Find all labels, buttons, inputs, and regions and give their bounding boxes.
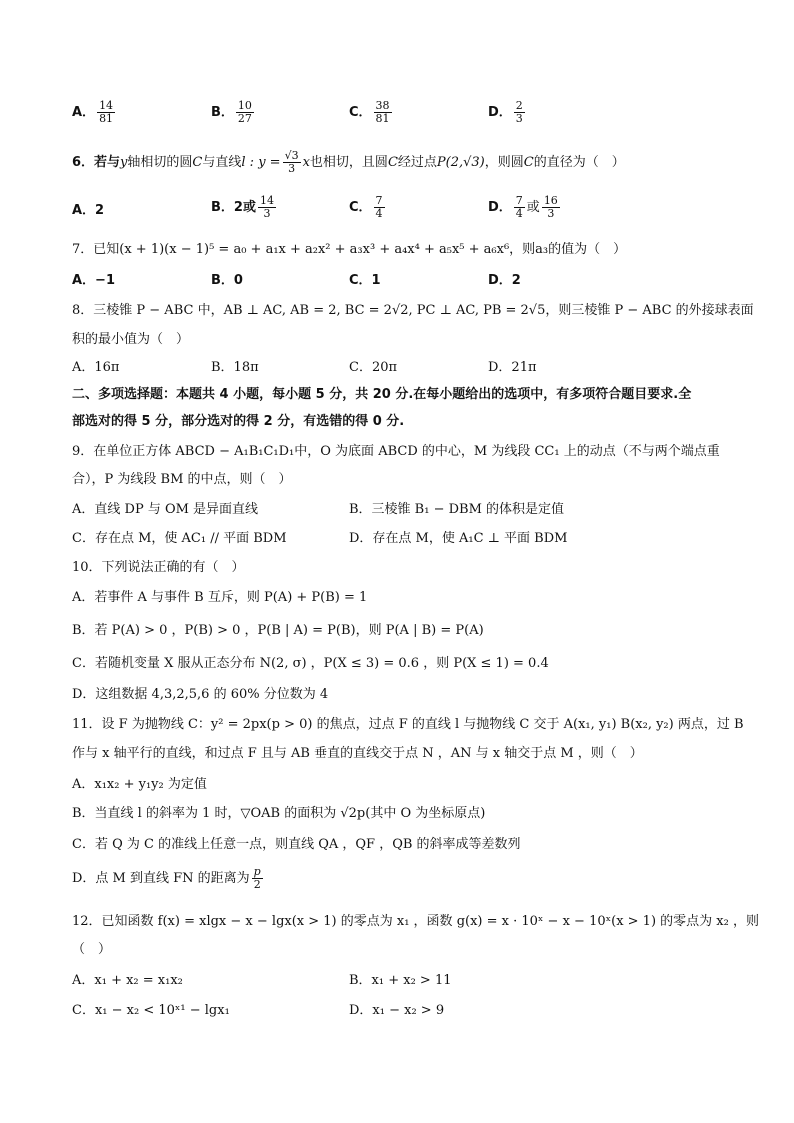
fraction [283,150,301,175]
option-label: A． [72,105,96,120]
q8-option-b: B．18π [211,360,259,375]
fraction [252,866,263,891]
denominator: 3 [515,112,523,125]
q7-stem: 7．已知(x + 1)(x − 1)⁵ = a₀ + a₁x + a₂x² + a₃x³ + a₄x⁴ + a₅x⁵ + a₆x⁶，则a₃的值为（ ） [72,242,627,257]
option-label: C． [349,105,372,120]
var-c: C [523,155,534,170]
q9-option-d: D．存在点 M，使 A₁C ⊥ 平面 BDM [349,531,568,546]
numerator: 2 [515,99,523,112]
q10-option-c: C．若随机变量 X 服从正态分布 N(2, σ) ，P(X ≤ 3) = 0.6 ，则 P(X ≤ 1) = 0.4 [72,656,549,671]
q11-option-c: C．若 Q 为 C 的准线上任意一点，则直线 QA ，QF ，QB 的斜率成等差数列 [72,837,521,852]
denominator: 81 [99,112,114,125]
q7-option-d: D．2 [488,273,521,288]
denominator: 3 [288,162,296,175]
numerator: 38 [375,99,390,112]
q10-stem: 10．下列说法正确的有（ ） [72,560,245,575]
q5-option-c [349,100,394,125]
q8-option-a: A．16π [72,360,120,375]
option-label: C． [349,200,372,215]
numerator: p [253,865,261,878]
q7-option-c: C．1 [349,273,381,288]
q6-option-b [211,195,278,220]
q9-stem-line1: 9．在单位正方体 ABCD − A₁B₁C₁D₁中，O 为底面 ABCD 的中心，M 为线段 CC₁ 上的动点（不与两个端点重 [72,444,720,459]
line-equation: l : y = [241,155,281,170]
option-label: D． [488,200,512,215]
numerator: 14 [99,99,114,112]
q9-option-b: B．三棱锥 B₁ − DBM 的体积是定值 [349,502,565,517]
numerator: 14 [259,194,274,207]
q12-stem-line2: （ ） [72,942,112,957]
q6-stem [72,150,625,175]
numerator: 10 [237,99,252,112]
q12-option-c: C．x₁ − x₂ < 10ˣ¹ − lgx₁ [72,1003,230,1018]
option-text: D．点 M 到直线 FN 的距离为 [72,871,250,886]
q11-option-a: A．x₁x₂ + y₁y₂ 为定值 [72,777,207,792]
q12-option-b: B．x₁ + x₂ > 11 [349,973,452,988]
q10-option-b: B．若 P(A) > 0 ，P(B) > 0 ，P(B | A) = P(B)，则 P(A | B) = P(A) [72,623,484,638]
denominator: 27 [237,112,252,125]
q5-option-b [211,100,256,125]
fraction [236,100,254,125]
q6-text: 轴相切的圆 [127,155,193,170]
q12-stem-line1: 12．已知函数 f(x) = xlgx − x − lgx(x > 1) 的零点为 x₁ ，函数 g(x) = x · 10ˣ − x − 10ˣ(x > 1) 的零点为 x₂ ，则 [72,914,759,929]
q11-stem-line2: 作与 x 轴平行的直线，和过点 F 且与 AB 垂直的直线交于点 N ，AN 与 x 轴交于点 M ，则（ ） [72,746,643,761]
denominator: 4 [375,207,383,220]
q8-option-d: D．21π [488,360,537,375]
q9-option-a: A．直线 DP 与 OM 是异面直线 [72,502,259,517]
q5-option-a [72,100,117,125]
q6-text: 与直线 [202,155,242,170]
q11-option-d [72,866,265,891]
q10-option-d: D．这组数据 4,3,2,5,6 的 60% 分位数为 4 [72,687,329,702]
denominator: 4 [515,207,523,220]
denominator: 3 [547,207,555,220]
q6-text: ，则圆 [484,155,524,170]
q9-option-c: C．存在点 M，使 AC₁ // 平面 BDM [72,531,287,546]
q10-option-a: A．若事件 A 与事件 B 互斥，则 P(A) + P(B) = 1 [72,590,368,605]
fraction [514,100,525,125]
q8-stem-line2: 积的最小值为（ ） [72,332,190,347]
q11-stem-line1: 11．设 F 为抛物线 C：y² = 2px(p > 0) 的焦点，过点 F 的直线 l 与抛物线 C 交于 A(x₁, y₁) B(x₂, y₂) 两点，过 B [72,717,744,732]
numerator: 16 [543,194,558,207]
q8-option-c: C．20π [349,360,398,375]
numerator: 7 [515,194,523,207]
numerator: √3 [284,149,299,162]
section-2-heading-line2: 部选对的得 5 分，部分选对的得 2 分，有选错的得 0 分. [72,414,405,429]
var-c: C [387,155,398,170]
option-label: B． [211,105,234,120]
fraction [97,100,115,125]
var-y: y [120,155,128,170]
q7-option-a: A．−1 [72,273,115,288]
fraction [374,100,392,125]
denominator: 81 [375,112,390,125]
q7-option-b: B．0 [211,273,243,288]
section-2-heading-line1: 二、多项选择题：本题共 4 小题，每小题 5 分，共 20 分.在每小题给出的选项中，有多项符合题目要求.全 [72,387,692,402]
q6-text: 的直径为（ ） [533,155,625,170]
fraction [258,195,276,220]
q9-stem-line2: 合），P 为线段 BM 的中点，则（ ） [72,472,292,487]
q6-option-d [488,195,562,220]
point-p: P(2,√3) [436,155,485,170]
numerator: 7 [375,194,383,207]
option-label: B．2或 [211,200,256,215]
q6-text: 经过点 [397,155,437,170]
var-c: C [192,155,203,170]
fraction [542,195,560,220]
q6-option-c [349,195,387,220]
q8-stem-line1: 8．三棱锥 P − ABC 中，AB ⊥ AC, AB = 2, BC = 2√2, PC ⊥ AC, PB = 2√5，则三棱锥 P − ABC 的外接球表面 [72,303,754,318]
var-x: x [302,155,310,170]
q12-option-a: A．x₁ + x₂ = x₁x₂ [72,973,183,988]
q5-option-d [488,100,527,125]
q6-text: 6．若与 [72,155,121,170]
denominator: 3 [263,207,271,220]
q11-option-b: B．当直线 l 的斜率为 1 时，▽OAB 的面积为 √2p(其中 O 为坐标原点) [72,806,486,821]
or-text: 或 [526,200,540,215]
fraction [374,195,385,220]
option-text: A．2 [72,203,105,218]
option-label: D． [488,105,512,120]
q6-option-a [72,202,104,220]
q12-option-d: D．x₁ − x₂ > 9 [349,1003,445,1018]
fraction [514,195,525,220]
denominator: 2 [253,878,261,891]
q6-text: 也相切，且圆 [309,155,388,170]
